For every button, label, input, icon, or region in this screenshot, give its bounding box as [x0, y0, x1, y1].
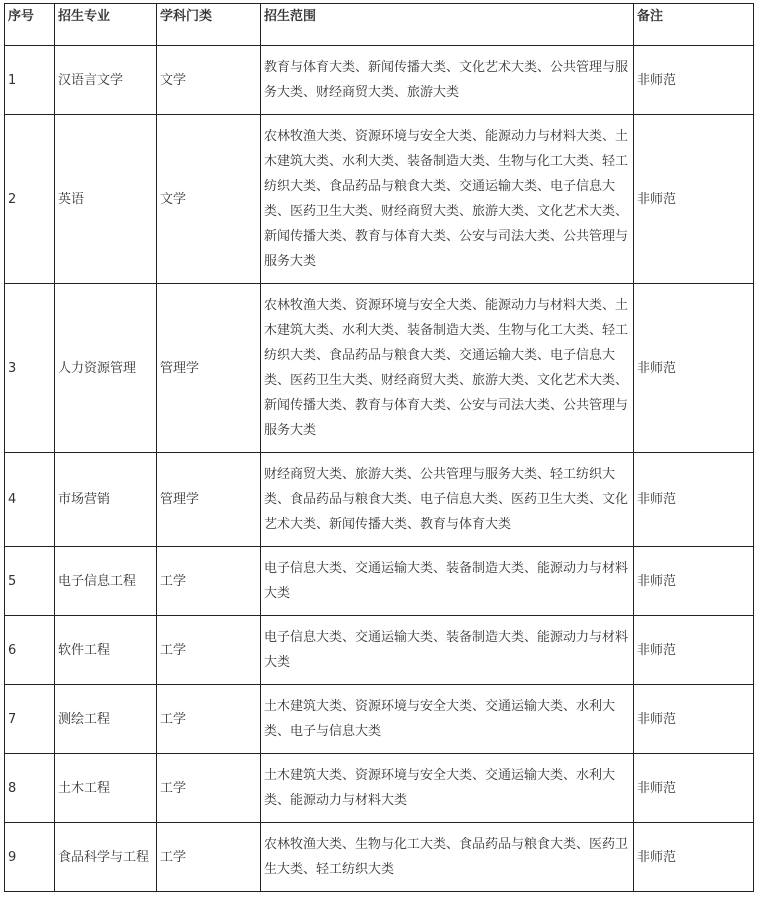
cell-note: 非师范 [634, 616, 754, 685]
header-category: 学科门类 [157, 4, 261, 46]
cell-seq: 5 [5, 547, 55, 616]
cell-major: 电子信息工程 [55, 547, 157, 616]
table-row [5, 754, 754, 823]
table-row [5, 547, 754, 616]
cell-note: 非师范 [634, 547, 754, 616]
cell-note: 非师范 [634, 453, 754, 547]
table-header [5, 4, 754, 46]
cell-major: 测绘工程 [55, 685, 157, 754]
cell-seq: 7 [5, 685, 55, 754]
cell-note: 非师范 [634, 823, 754, 892]
table-body [5, 46, 754, 892]
cell-scope: 农林牧渔大类、资源环境与安全大类、能源动力与材料大类、土木建筑大类、水利大类、装备制造大类、生物与化工大类、轻工纺织大类、食品药品与粮食大类、交通运输大类、电子信息大类、医药卫生大类、财经商贸大类、旅游大类、文化艺术大类、新闻传播大类、教育与体育大类、公安与司法大类、公共管理与服务大类 [261, 115, 634, 284]
cell-major: 人力资源管理 [55, 284, 157, 453]
header-row [5, 4, 754, 46]
cell-note: 非师范 [634, 115, 754, 284]
enrollment-table [4, 3, 754, 892]
table-row [5, 284, 754, 453]
header-note: 备注 [634, 4, 754, 46]
table-row [5, 453, 754, 547]
cell-scope: 土木建筑大类、资源环境与安全大类、交通运输大类、水利大类、能源动力与材料大类 [261, 754, 634, 823]
cell-scope: 电子信息大类、交通运输大类、装备制造大类、能源动力与材料大类 [261, 616, 634, 685]
cell-scope: 土木建筑大类、资源环境与安全大类、交通运输大类、水利大类、电子与信息大类 [261, 685, 634, 754]
cell-seq: 8 [5, 754, 55, 823]
cell-category: 文学 [157, 46, 261, 115]
table-row [5, 823, 754, 892]
cell-seq: 2 [5, 115, 55, 284]
cell-category: 工学 [157, 547, 261, 616]
cell-category: 文学 [157, 115, 261, 284]
cell-major: 市场营销 [55, 453, 157, 547]
table-row [5, 115, 754, 284]
cell-category: 工学 [157, 685, 261, 754]
cell-category: 工学 [157, 754, 261, 823]
cell-major: 英语 [55, 115, 157, 284]
cell-scope: 财经商贸大类、旅游大类、公共管理与服务大类、轻工纺织大类、食品药品与粮食大类、电子信息大类、医药卫生大类、文化艺术大类、新闻传播大类、教育与体育大类 [261, 453, 634, 547]
cell-major: 软件工程 [55, 616, 157, 685]
table-row [5, 685, 754, 754]
cell-note: 非师范 [634, 685, 754, 754]
cell-scope: 农林牧渔大类、生物与化工大类、食品药品与粮食大类、医药卫生大类、轻工纺织大类 [261, 823, 634, 892]
table-row [5, 616, 754, 685]
cell-seq: 4 [5, 453, 55, 547]
cell-category: 管理学 [157, 284, 261, 453]
cell-category: 工学 [157, 616, 261, 685]
cell-scope: 教育与体育大类、新闻传播大类、文化艺术大类、公共管理与服务大类、财经商贸大类、旅游大类 [261, 46, 634, 115]
header-major: 招生专业 [55, 4, 157, 46]
cell-seq: 3 [5, 284, 55, 453]
cell-major: 食品科学与工程 [55, 823, 157, 892]
cell-major: 汉语言文学 [55, 46, 157, 115]
cell-note: 非师范 [634, 284, 754, 453]
cell-category: 管理学 [157, 453, 261, 547]
cell-seq: 6 [5, 616, 55, 685]
header-seq: 序号 [5, 4, 55, 46]
cell-category: 工学 [157, 823, 261, 892]
header-scope: 招生范围 [261, 4, 634, 46]
cell-note: 非师范 [634, 46, 754, 115]
cell-major: 土木工程 [55, 754, 157, 823]
cell-scope: 农林牧渔大类、资源环境与安全大类、能源动力与材料大类、土木建筑大类、水利大类、装备制造大类、生物与化工大类、轻工纺织大类、食品药品与粮食大类、交通运输大类、电子信息大类、医药卫生大类、财经商贸大类、旅游大类、文化艺术大类、新闻传播大类、教育与体育大类、公安与司法大类、公共管理与服务大类 [261, 284, 634, 453]
cell-note: 非师范 [634, 754, 754, 823]
cell-scope: 电子信息大类、交通运输大类、装备制造大类、能源动力与材料大类 [261, 547, 634, 616]
cell-seq: 9 [5, 823, 55, 892]
cell-seq: 1 [5, 46, 55, 115]
table-row [5, 46, 754, 115]
